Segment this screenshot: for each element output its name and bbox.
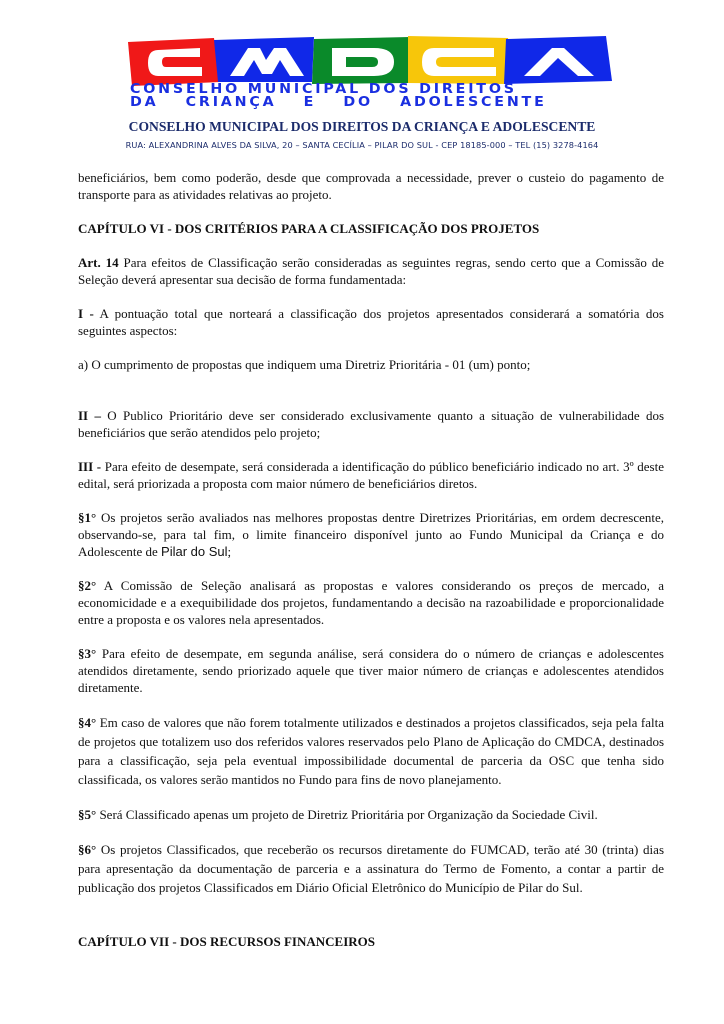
paragraph-3-label: §3° [78, 646, 97, 661]
item-ii [78, 407, 664, 441]
paragraph-1-end: ; [227, 544, 232, 559]
item-ii-label: II – [78, 408, 101, 423]
organization-address: RUA: ALEXANDRINA ALVES DA SILVA, 20 – SANTA CECÍLIA – PILAR DO SUL - CEP 18185-000 – TEL (15) 3278-4164 [125, 140, 599, 150]
paragraph-6 [78, 840, 664, 897]
logo-subtitle-line1: CONSELHO MUNICIPAL DOS DIREITOS [130, 82, 517, 97]
organization-title: CONSELHO MUNICIPAL DOS DIREITOS DA CRIANÇA E ADOLESCENTE [128, 119, 596, 134]
paragraph-3-text: Para efeito de desempate, em segunda análise, será considera do o número de crianças e adolescentes atendidos diretamente, sendo priorizado aquele que tiver maior número de crianças e adolescentes atendidos diretamente. [78, 646, 664, 695]
item-iii-label: III - [78, 459, 102, 474]
paragraph-1-label: §1° [78, 510, 97, 525]
paragraph-5-label: §5° [78, 807, 97, 822]
paragraph-2-label: §2° [78, 578, 97, 593]
item-i [78, 305, 664, 339]
item-a: a) O cumprimento de propostas que indiquem uma Diretriz Prioritária - 01 (um) ponto; [78, 357, 531, 372]
logo-box-c1 [128, 38, 220, 86]
cmdca-logo-graphic [128, 36, 612, 86]
logo-box-a [504, 36, 612, 84]
item-iii [78, 458, 664, 492]
paragraph-2-text: A Comissão de Seleção analisará as propostas e valores considerando os preços de mercado, a economicidade e a exequibilidade dos projetos, fundamentando a decisão na razoabilidade e proporcionalidade entre a proposta e os valores nela apresentados. [78, 578, 664, 627]
chapter-7-heading: CAPÍTULO VII - DOS RECURSOS FINANCEIROS [78, 934, 376, 949]
item-i-label: I - [78, 306, 94, 321]
paragraph-6-text: Os projetos Classificados, que receberão os recursos diretamente do FUMCAD, terão até 30 (trinta) dias para apresentação da documentação de parceria e a assinatura do Termo de Fomento, a contar a partir de publicação dos projetos Classificados em Diário Oficial Eletrônico do Município de Pilar do Sul. [78, 842, 664, 895]
paragraph-4 [78, 713, 664, 789]
chapter-6-heading: CAPÍTULO VI - DOS CRITÉRIOS PARA A CLASSIFICAÇÃO DOS PROJETOS [78, 221, 540, 236]
paragraph-1-text: Os projetos serão avaliados nas melhores propostas dentre Diretrizes Prioritárias, em ordem decrescente, observando-se, para tal fim, o limite financeiro disponível junto ao Fundo Municipal da Criança e do Adolescente de [78, 510, 664, 559]
paragraph-4-text: Em caso de valores que não forem totalmente utilizados e destinados a projetos classificados, seja pela falta de projetos que totalizem uso dos referidos valores reservados pelo Plano de Aplicação do CMDCA, destinados para a classificação, seja pela eventual impossibilidade documental de parceria da OSC que tenha sido classificada, os valores serão mantidos no Fundo para fins de novo planejamento. [78, 715, 664, 787]
paragraph-5-text: Será Classificado apenas um projeto de Diretriz Prioritária por Organização da Sociedade Civil. [96, 807, 598, 822]
paragraph-5 [78, 806, 664, 823]
logo-box-d [312, 37, 410, 84]
paragraph-1 [78, 509, 664, 560]
item-ii-text: O Publico Prioritário deve ser considerado exclusivamente quanto a situação de vulnerabilidade dos beneficiários que serão atendidos pelo projeto; [78, 408, 665, 440]
paragraph-3 [78, 645, 664, 696]
logo-subtitle-line2: DA CRIANÇA E DO ADOLESCENTE [130, 95, 547, 110]
paragraph-2 [78, 577, 664, 628]
article-14 [78, 254, 664, 288]
intro-paragraph: beneficiários, bem como poderão, desde que comprovada a necessidade, prever o custeio do pagamento de transporte para as atividades relativas ao projeto. [78, 170, 664, 202]
article-14-label: Art. 14 [78, 255, 119, 270]
paragraph-6-label: §6° [78, 842, 97, 857]
cmdca-logo [128, 36, 612, 86]
item-i-text: A pontuação total que norteará a classificação dos projetos apresentados considerará a somatória dos seguintes aspectos: [78, 306, 664, 338]
paragraph-4-label: §4° [78, 715, 97, 730]
article-14-text: Para efeitos de Classificação serão consideradas as seguintes regras, sendo certo que a Comissão de Seleção deverá apresentar sua decisão de forma fundamentada: [78, 255, 664, 287]
item-iii-text: Para efeito de desempate, será considerada a identificação do público beneficiário indicado no art. 3º deste edital, será priorizada a proposta com maior número de beneficiários diretos. [78, 459, 664, 491]
document-body [78, 169, 664, 950]
paragraph-1-city: Pilar do Sul [161, 544, 228, 559]
